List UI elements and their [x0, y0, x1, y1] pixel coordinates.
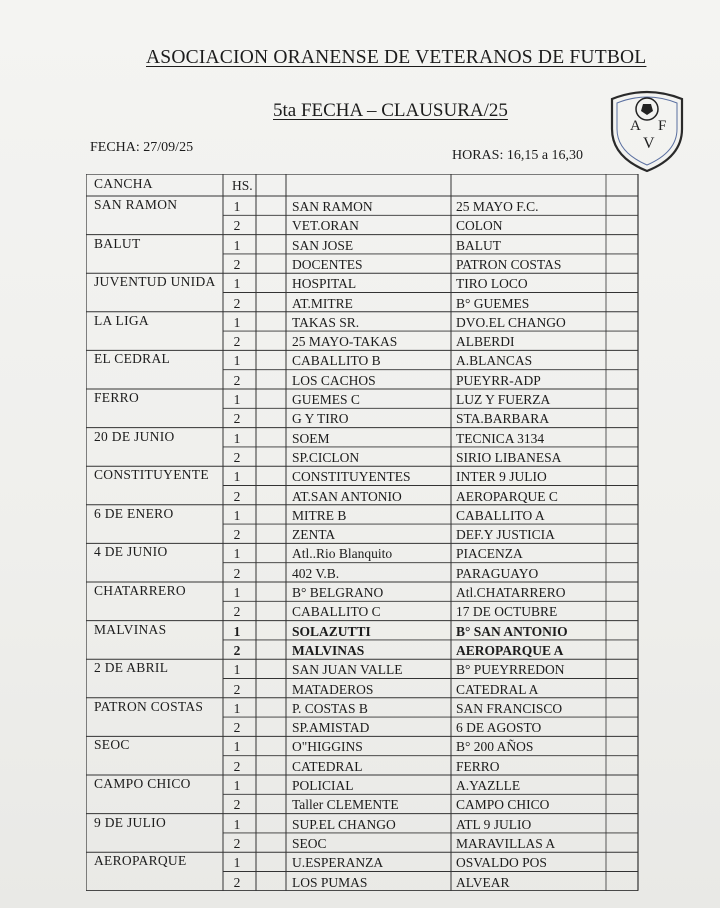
match-date: FECHA: 27/09/25 — [90, 140, 194, 155]
home-team: CABALLITO B — [292, 353, 381, 369]
match-hour: 2 — [233, 449, 241, 465]
home-team: CATEDRAL — [292, 758, 363, 774]
match-hour: 2 — [233, 720, 241, 736]
home-team: SP.AMISTAD — [292, 720, 370, 736]
cancha-name: EL CEDRAL — [94, 351, 171, 367]
match-hour: 1 — [233, 237, 241, 253]
match-hour: 1 — [233, 662, 241, 678]
home-team: LOS CACHOS — [292, 372, 376, 388]
match-hour: 2 — [233, 874, 241, 890]
match-hour: 1 — [233, 199, 241, 214]
match-hour: 1 — [233, 507, 241, 523]
home-team: CONSTITUYENTES — [292, 469, 411, 485]
away-team: B° SAN ANTONIO — [456, 623, 568, 639]
away-team: BALUT — [456, 237, 501, 253]
home-team: Atl..Rio Blanquito — [292, 546, 393, 562]
away-team: 17 DE OCTUBRE — [456, 604, 558, 620]
away-team: 6 DE AGOSTO — [456, 720, 542, 736]
match-hour: 1 — [233, 855, 241, 871]
away-team: SAN FRANCISCO — [456, 700, 563, 716]
home-team: LOS PUMAS — [292, 874, 368, 890]
match-hour: 2 — [233, 218, 241, 234]
cancha-name: CHATARRERO — [94, 583, 186, 598]
away-team: CATEDRAL A — [456, 681, 539, 697]
away-team: STA.BARBARA — [456, 411, 550, 427]
home-team: MITRE B — [292, 507, 347, 523]
home-team: SAN RAMON — [292, 199, 373, 214]
home-team: SP.CICLON — [292, 449, 360, 465]
document-subtitle: 5ta FECHA – CLAUSURA/25 — [273, 100, 508, 121]
home-team: P. COSTAS B — [292, 700, 368, 716]
home-team: Taller CLEMENTE — [292, 797, 399, 813]
cancha-name: SAN RAMON — [94, 197, 178, 212]
cancha-name: BALUT — [94, 235, 141, 251]
away-team: FERRO — [456, 758, 500, 774]
home-team: SAN JOSE — [292, 237, 354, 253]
away-team: Atl.CHATARRERO — [456, 585, 566, 600]
match-hour: 1 — [233, 585, 241, 600]
home-team: 402 V.B. — [292, 565, 340, 581]
away-team: COLON — [456, 218, 503, 234]
away-team: PIACENZA — [456, 546, 523, 562]
cancha-name: SEOC — [94, 737, 130, 753]
home-team: U.ESPERANZA — [292, 855, 384, 871]
match-hour: 2 — [233, 835, 241, 851]
match-hour: 2 — [233, 334, 241, 350]
match-hour: 2 — [233, 604, 241, 620]
away-team: TIRO LOCO — [456, 276, 528, 292]
home-team: POLICIAL — [292, 778, 354, 793]
match-hour: 1 — [233, 469, 241, 485]
away-team: AEROPARQUE C — [456, 488, 558, 504]
away-team: A.BLANCAS — [456, 353, 533, 369]
home-team: ZENTA — [292, 527, 336, 543]
match-hour: 1 — [233, 778, 241, 793]
home-team: SAN JUAN VALLE — [292, 662, 403, 678]
away-team: INTER 9 JULIO — [456, 469, 547, 485]
away-team: AEROPARQUE A — [456, 642, 564, 658]
match-hour: 2 — [233, 411, 241, 427]
cancha-name: 6 DE ENERO — [94, 505, 174, 521]
match-hour: 2 — [233, 488, 241, 504]
header-cancha: CANCHA — [94, 176, 153, 191]
logo-letter-v: V — [643, 135, 655, 152]
cancha-name: LA LIGA — [94, 312, 149, 328]
cancha-name: MALVINAS — [94, 621, 167, 637]
cancha-name: AEROPARQUE — [94, 853, 187, 869]
home-team: 25 MAYO-TAKAS — [292, 334, 398, 350]
away-team: B° PUEYRREDON — [456, 662, 565, 678]
away-team: ALBERDI — [456, 334, 515, 350]
home-team: SOEM — [292, 430, 330, 446]
cancha-name: PATRON COSTAS — [94, 698, 204, 714]
away-team: 25 MAYO F.C. — [456, 199, 539, 214]
away-team: B° GUEMES — [456, 295, 530, 311]
document-title: ASOCIACION ORANENSE DE VETERANOS DE FUTBOL — [146, 47, 647, 68]
away-team: DVO.EL CHANGO — [456, 314, 566, 330]
match-hour: 2 — [233, 681, 241, 697]
away-team: PUEYRR-ADP — [456, 372, 541, 388]
match-hour: 2 — [233, 295, 241, 311]
cancha-name: CONSTITUYENTE — [94, 467, 209, 483]
away-team: MARAVILLAS A — [456, 835, 556, 851]
match-hour: 2 — [233, 372, 241, 388]
away-team: LUZ Y FUERZA — [456, 392, 551, 407]
away-team: PATRON COSTAS — [456, 256, 562, 272]
home-team: GUEMES C — [292, 392, 360, 407]
home-team: AT.SAN ANTONIO — [292, 488, 402, 504]
fixture-table — [86, 174, 639, 891]
match-hour: 1 — [233, 816, 241, 832]
away-team: CAMPO CHICO — [456, 797, 550, 813]
match-hour: 2 — [233, 565, 241, 581]
home-team: VET.ORAN — [292, 218, 359, 234]
match-hour: 2 — [233, 527, 241, 543]
cancha-name: CAMPO CHICO — [94, 776, 191, 791]
match-hour: 1 — [233, 353, 241, 369]
cancha-name: JUVENTUD UNIDA — [94, 274, 216, 290]
away-team: TECNICA 3134 — [456, 430, 545, 446]
match-hour: 2 — [233, 758, 241, 774]
home-team: TAKAS SR. — [292, 314, 360, 330]
match-hour: 1 — [233, 546, 241, 562]
match-hour: 1 — [233, 739, 241, 755]
away-team: A.YAZLLE — [456, 778, 521, 793]
match-hour: 2 — [233, 642, 241, 658]
home-team: CABALLITO C — [292, 604, 381, 620]
home-team: G Y TIRO — [292, 411, 349, 427]
afv-shield-logo — [604, 85, 690, 173]
cancha-name: 20 DE JUNIO — [94, 428, 175, 444]
away-team: DEF.Y JUSTICIA — [456, 527, 555, 543]
home-team: MATADEROS — [292, 681, 374, 697]
home-team: HOSPITAL — [292, 276, 357, 292]
cancha-name: 4 DE JUNIO — [94, 544, 168, 560]
match-hour: 2 — [233, 256, 241, 272]
match-hours: HORAS: 16,15 a 16,30 — [452, 148, 584, 163]
away-team: CABALLITO A — [456, 507, 545, 523]
cancha-name: 9 DE JULIO — [94, 814, 166, 830]
away-team: OSVALDO POS — [456, 855, 547, 871]
cancha-name: FERRO — [94, 390, 140, 405]
home-team: SOLAZUTTI — [292, 623, 371, 639]
match-hour: 1 — [233, 623, 241, 639]
home-team: DOCENTES — [292, 256, 363, 272]
logo-letter-a: A — [630, 118, 641, 134]
cancha-name: 2 DE ABRIL — [94, 660, 169, 676]
match-hour: 1 — [233, 392, 241, 407]
away-team: ALVEAR — [456, 874, 510, 890]
away-team: PARAGUAYO — [456, 565, 539, 581]
home-team: AT.MITRE — [292, 295, 353, 311]
logo-letter-f: F — [658, 118, 667, 134]
away-team: SIRIO LIBANESA — [456, 449, 562, 465]
away-team: ATL 9 JULIO — [456, 816, 532, 832]
match-hour: 1 — [233, 430, 241, 446]
home-team: B° BELGRANO — [292, 585, 384, 600]
match-hour: 2 — [233, 797, 241, 813]
home-team: SEOC — [292, 835, 327, 851]
home-team: SUP.EL CHANGO — [292, 816, 396, 832]
match-hour: 1 — [233, 276, 241, 292]
home-team: O"HIGGINS — [292, 739, 363, 755]
match-hour: 1 — [233, 314, 241, 330]
away-team: B° 200 AÑOS — [456, 739, 534, 755]
home-team: MALVINAS — [292, 642, 365, 658]
match-hour: 1 — [233, 700, 241, 716]
header-hs: HS. — [232, 178, 253, 193]
